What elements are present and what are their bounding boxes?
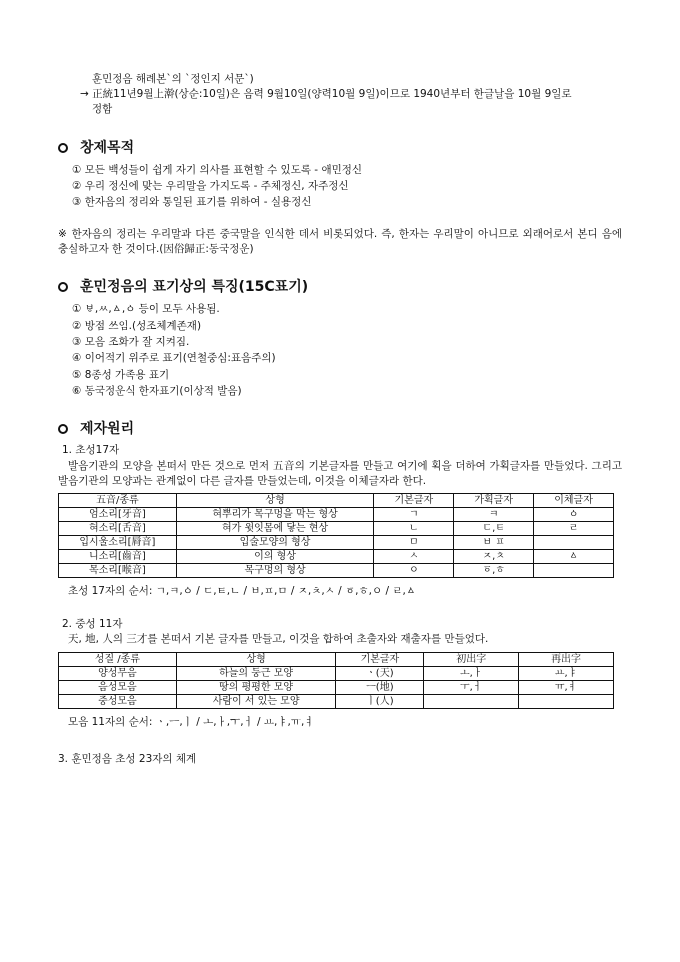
purpose-list — [58, 162, 622, 211]
table-header: 初出字 — [424, 652, 519, 666]
table-cell: 하늘의 둥근 모양 — [176, 666, 336, 680]
table-cell: ㅈ,ㅊ — [454, 550, 534, 564]
table-row — [59, 680, 614, 694]
intro-line-1: 훈민정음 해례본`의 `정인지 서문`) — [92, 73, 254, 85]
table-cell: ㅁ — [374, 536, 454, 550]
table-cell: 사람이 서 있는 모양 — [176, 694, 336, 708]
subheading-vowels: 2. 중성 11자 — [62, 618, 123, 631]
table-cell: ㄹ — [534, 522, 614, 536]
table-cell: ㅜ,ㅓ — [424, 680, 519, 694]
table-row — [59, 564, 614, 578]
subheading-consonants: 1. 초성17자 — [62, 444, 120, 457]
table-cell: ㅛ,ㅑ — [519, 666, 614, 680]
list-item: ③ 한자음의 정리와 통일된 표기를 위하여 - 실용정신 — [72, 196, 312, 209]
table-cell: ㆍ(天) — [336, 666, 424, 680]
table-cell: 목소리[喉音] — [59, 564, 177, 578]
table-cell: ㅇ — [374, 564, 454, 578]
list-item: ① 모든 백성들이 쉽게 자기 의사를 표현할 수 있도록 - 애민정신 — [72, 163, 363, 176]
table-cell: ㅠ,ㅕ — [519, 680, 614, 694]
table-header: 五音/종류 — [59, 494, 177, 508]
table-cell: 니소리[齒音] — [59, 550, 177, 564]
table-row — [59, 666, 614, 680]
subheading-system: 3. 훈민정음 초성 23자의 체계 — [58, 752, 197, 765]
table-cell: ㆆ,ㅎ — [454, 564, 534, 578]
table-cell: ㄱ — [374, 508, 454, 522]
section-heading-features — [58, 277, 622, 297]
table-row — [59, 508, 614, 522]
table-header: 가획글자 — [454, 494, 534, 508]
section-title: 창제목적 — [80, 139, 135, 156]
table-cell: ㆁ — [534, 508, 614, 522]
section-title: 훈민정음의 표기상의 특징(15C표기) — [80, 279, 309, 296]
table-cell — [534, 536, 614, 550]
consonant-order: 초성 17자의 순서: ㄱ,ㅋ,ㆁ / ㄷ,ㅌ,ㄴ / ㅂ,ㅍ,ㅁ / ㅈ,ㅊ,ㅅ / ㆆ,ㅎ,ㅇ / ㄹ,ㅿ — [68, 585, 416, 598]
table-cell: 이의 형상 — [176, 550, 374, 564]
table-header: 再出字 — [519, 652, 614, 666]
vowels-paragraph: 天, 地, 人의 三才를 본떠서 기본 글자를 만들고, 이것을 합하여 초출자와 재출자를 만들었다. — [68, 633, 489, 646]
list-item: ② 우리 정신에 맞는 우리말을 가지도록 - 주체정신, 자주정신 — [72, 180, 349, 193]
table-header: 상형 — [176, 652, 336, 666]
table-cell: ㅂ ㅍ — [454, 536, 534, 550]
table-header: 상형 — [176, 494, 374, 508]
table-header: 기본글자 — [336, 652, 424, 666]
intro-line-3: 정함 — [92, 103, 113, 116]
table-cell: ㄴ — [374, 522, 454, 536]
table-header: 성질 /종류 — [59, 652, 177, 666]
table-header-row — [59, 494, 614, 508]
list-item: ③ 모음 조화가 잘 지켜짐. — [72, 336, 190, 349]
list-item: ④ 이어적기 위주로 표기(연철중심:표음주의) — [72, 352, 276, 365]
section-heading-purpose — [58, 138, 622, 158]
intro-line-2: → 正統11년9월上澣(상순:10일)은 음력 9월10일(양력10월 9일)이므로 1940년부터 한글날을 10월 9일로 — [80, 88, 572, 101]
table-cell: 엄소리[牙音] — [59, 508, 177, 522]
vowel-table — [58, 652, 614, 709]
table-header-row — [59, 652, 614, 666]
table-cell: ㅡ(地) — [336, 680, 424, 694]
section-title: 제자원리 — [80, 421, 135, 438]
table-cell: 입시울소리[脣音] — [59, 536, 177, 550]
table-row — [59, 536, 614, 550]
table-header: 기본글자 — [374, 494, 454, 508]
table-cell: 입술모양의 형상 — [176, 536, 374, 550]
table-cell: 땅의 평평한 모양 — [176, 680, 336, 694]
table-cell: 양성무음 — [59, 666, 177, 680]
consonants-paragraph: 발음기관의 모양을 본떠서 만든 것으로 먼저 五音의 기본글자를 만들고 여기에 획을 더하여 가획글자를 만들었다. 그리고 발음기관의 모양과는 관계없이 다른 글자를 만들었는데, 이것을 이체글자라 한다. — [58, 459, 622, 487]
table-row — [59, 522, 614, 536]
vowel-order: 모음 11자의 순서: ㆍ,ㅡ,ㅣ / ㅗ,ㅏ,ㅜ,ㅓ / ㅛ,ㅑ,ㅠ,ㅕ — [68, 715, 315, 728]
table-cell: ㅗ,ㅏ — [424, 666, 519, 680]
table-header: 이체글자 — [534, 494, 614, 508]
table-cell: ㅿ — [534, 550, 614, 564]
list-item: ⑤ 8종성 가족용 표기 — [72, 368, 170, 381]
list-item: ⑥ 동국정운식 한자표기(이상적 발음) — [72, 384, 242, 397]
circle-bullet-icon — [58, 282, 68, 292]
features-list — [58, 301, 622, 399]
table-row — [59, 694, 614, 708]
table-cell: 목구멍의 형상 — [176, 564, 374, 578]
table-cell: ㄷ,ㅌ — [454, 522, 534, 536]
table-cell: ㅅ — [374, 550, 454, 564]
table-cell: ㅣ(人) — [336, 694, 424, 708]
table-cell: 음성모음 — [59, 680, 177, 694]
table-cell: 혀뿌리가 목구멍을 막는 형상 — [176, 508, 374, 522]
list-item: ② 방점 쓰임.(성조체계존재) — [72, 319, 202, 332]
table-cell: 혀소리[舌音] — [59, 522, 177, 536]
table-cell: 혀가 윗잇몸에 닿는 현상 — [176, 522, 374, 536]
section-heading-principles — [58, 419, 622, 439]
consonant-table — [58, 493, 614, 578]
list-item: ① ㅸ,ㅆ,ㅿ,ㆁ 등이 모두 사용됨. — [72, 303, 220, 316]
table-cell: ㅋ — [454, 508, 534, 522]
table-row — [59, 550, 614, 564]
circle-bullet-icon — [58, 424, 68, 434]
table-cell — [534, 564, 614, 578]
table-cell: 중성모음 — [59, 694, 177, 708]
table-cell — [424, 694, 519, 708]
table-cell — [519, 694, 614, 708]
circle-bullet-icon — [58, 143, 68, 153]
purpose-note: ※ 한자음의 정리는 우리말과 다른 중국말을 인식한 데서 비롯되었다. 즉, 한자는 우리말이 아니므로 외래어로서 본디 음에 충실하고자 한 것이다.(因俗歸正:동국정운) — [58, 227, 622, 255]
